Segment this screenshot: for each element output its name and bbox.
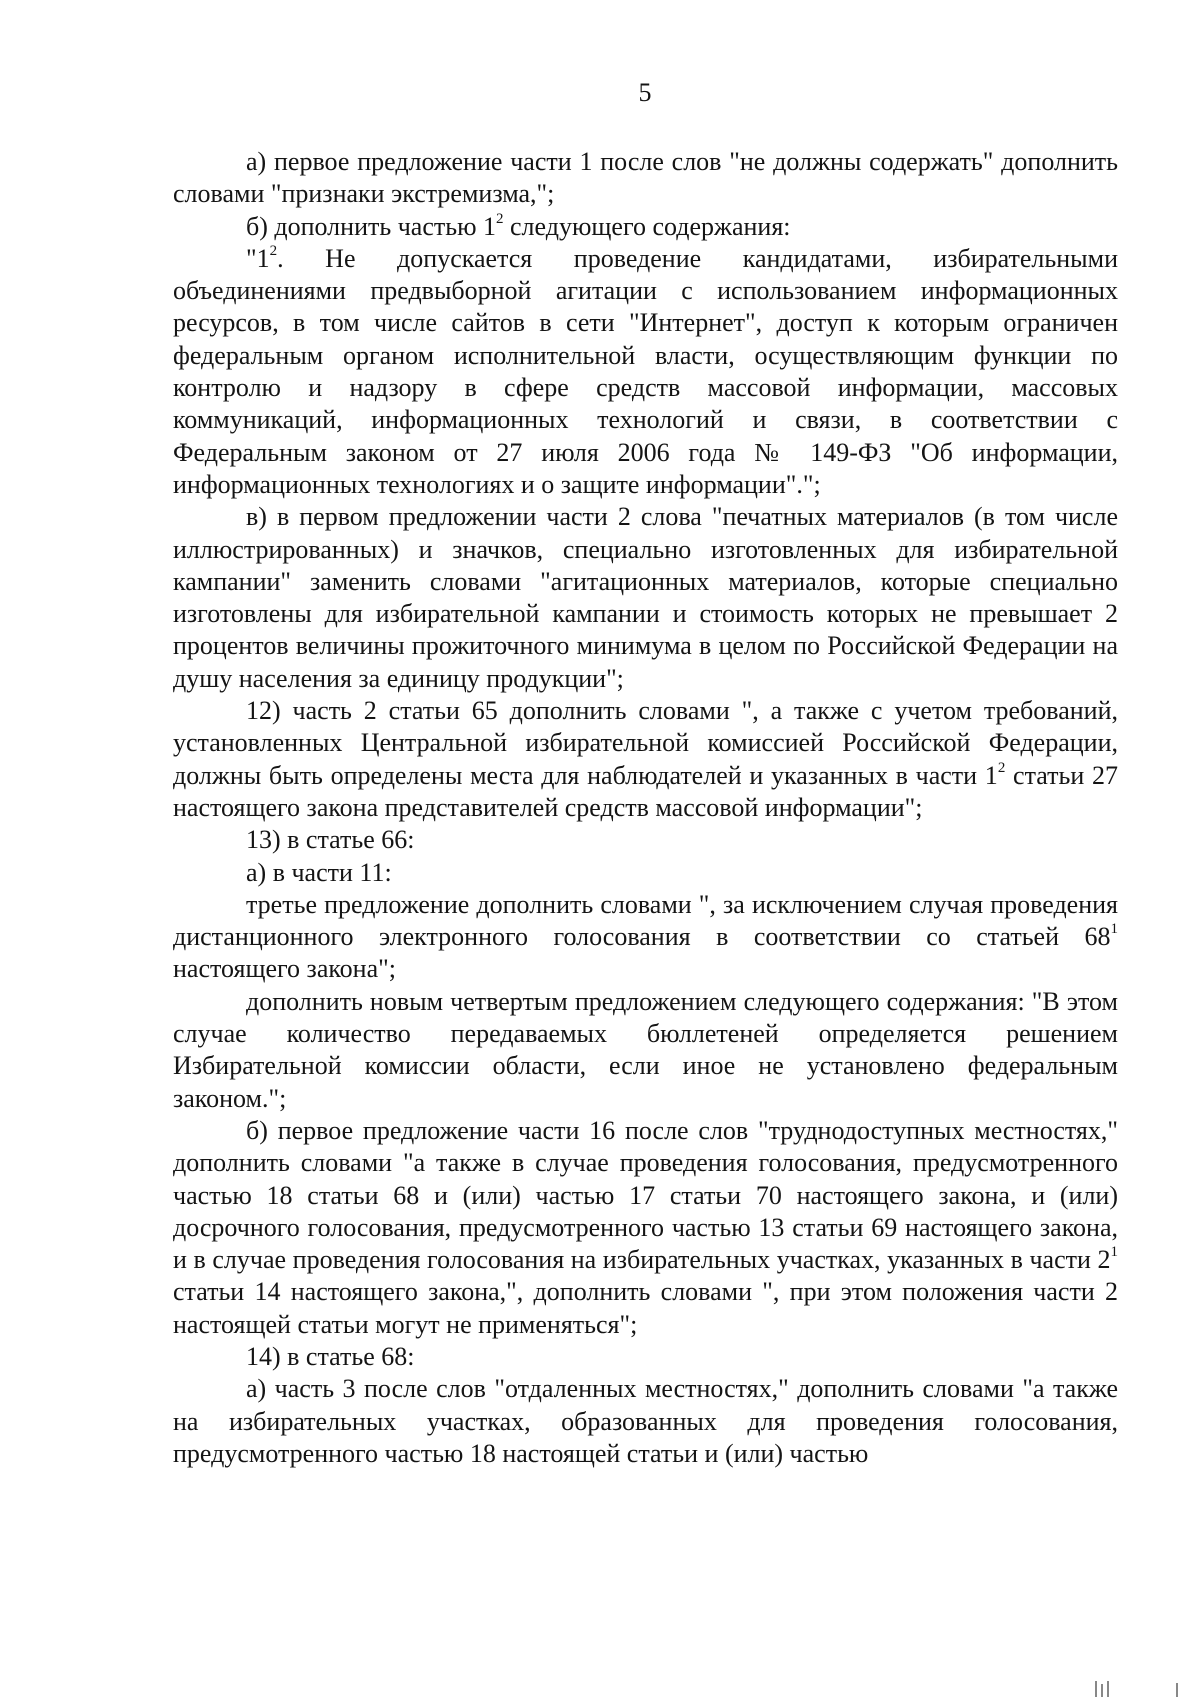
text-run: а) первое предложение части 1 после слов "не должны содержать" дополнить словами "признаки экстремизма,";	[173, 147, 1118, 209]
superscript: 1	[1110, 921, 1118, 938]
text-run: 14) в статье 68:	[246, 1341, 415, 1371]
text-run: "1	[246, 243, 270, 273]
scan-edge-mark	[1101, 1684, 1103, 1697]
paragraph	[173, 1115, 1118, 1341]
text-run: 13) в статье 66:	[246, 825, 415, 855]
scan-edge-mark	[1095, 1681, 1097, 1697]
paragraph	[173, 857, 1118, 889]
paragraph	[173, 146, 1118, 211]
text-run: б) дополнить частью 1	[246, 211, 497, 241]
paragraph	[173, 824, 1118, 856]
paragraph	[173, 1373, 1118, 1470]
superscript: 2	[997, 759, 1006, 776]
text-run: . Не допускается проведение кандидатами, избирательными объединениями предвыборной агитации с использованием информационных ресурсов, в том числе сайтов в сети "Интернет", доступ к которым ограничен федеральным органом исполнительной власти, осуществляющим функции по контролю и надзору в сфере средств массовой информации, массовых коммуникаций, информационных технологий и связи, в соответствии с Федеральным законом от 27 июля 2006 года № 149-ФЗ "Об информации, информационных технологиях и о защите информации".";	[173, 243, 1118, 499]
text-run: третье предложение дополнить словами ", за исключением случая проведения дистанционного электронного голосования в соответствии со статьей 68	[173, 889, 1118, 952]
paragraph	[173, 243, 1118, 501]
paragraph	[173, 211, 1118, 243]
text-run: а) часть 3 после слов "отдаленных местностях," дополнить словами "а также на избирательных участках, образованных для проведения голосования, предусмотренного частью 18 настоящей статьи и (или) частью	[173, 1374, 1118, 1468]
superscript: 1	[1110, 1244, 1118, 1261]
page-number: 5	[638, 78, 652, 107]
superscript: 2	[269, 242, 278, 259]
scan-edge-mark	[1176, 1683, 1178, 1697]
text-run: в) в первом предложении части 2 слова "печатных материалов (в том числе иллюстрированных) и значков, специально изготовленных для избирательной кампании" заменить словами "агитационных материалов, которые специально изготовлены для избирательной кампании и стоимость которых не превышает 2 процентов величины прожиточного минимума в целом по Российской Федерации на душу населения за единицу продукции";	[173, 502, 1118, 693]
paragraph	[173, 1341, 1118, 1373]
text-run: настоящего закона";	[173, 954, 396, 984]
text-run: статьи 14 настоящего закона,", дополнить словами ", при этом положения части 2 настоящей статьи могут не применяться";	[173, 1277, 1118, 1339]
text-run: статьи 27 настоящего закона представителей средств массовой информации";	[173, 760, 1118, 822]
text-run: следующего содержания:	[503, 211, 791, 241]
paragraph	[173, 986, 1118, 1115]
paragraph	[173, 501, 1118, 695]
superscript: 2	[496, 210, 504, 227]
paragraph	[173, 889, 1118, 986]
scan-edge-mark	[1107, 1681, 1109, 1697]
document-body	[173, 146, 1118, 1470]
text-run: дополнить новым четвертым предложением следующего содержания: "В этом случае количество передаваемых бюллетеней определяется решением Избирательной комиссии области, если иное не установлено федеральным законом.";	[173, 986, 1118, 1113]
text-run: 12) часть 2 статьи 65 дополнить словами ", а также с учетом требований, установленных Центральной избирательной комиссией Российской Федерации, должны быть определены места для наблюдателей и указанных в части 1	[173, 696, 1118, 790]
text-run: а) в части 11:	[246, 857, 392, 887]
paragraph	[173, 695, 1118, 824]
text-run: б) первое предложение части 16 после слов "труднодоступных местностях," дополнить словами "а также в случае проведения голосования, предусмотренного частью 18 статьи 68 и (или) частью 17 статьи 70 настоящего закона, и (или) досрочного голосования, предусмотренного частью 13 статьи 69 настоящего закона, и в случае проведения голосования на избирательных участках, указанных в части 2	[173, 1115, 1118, 1275]
